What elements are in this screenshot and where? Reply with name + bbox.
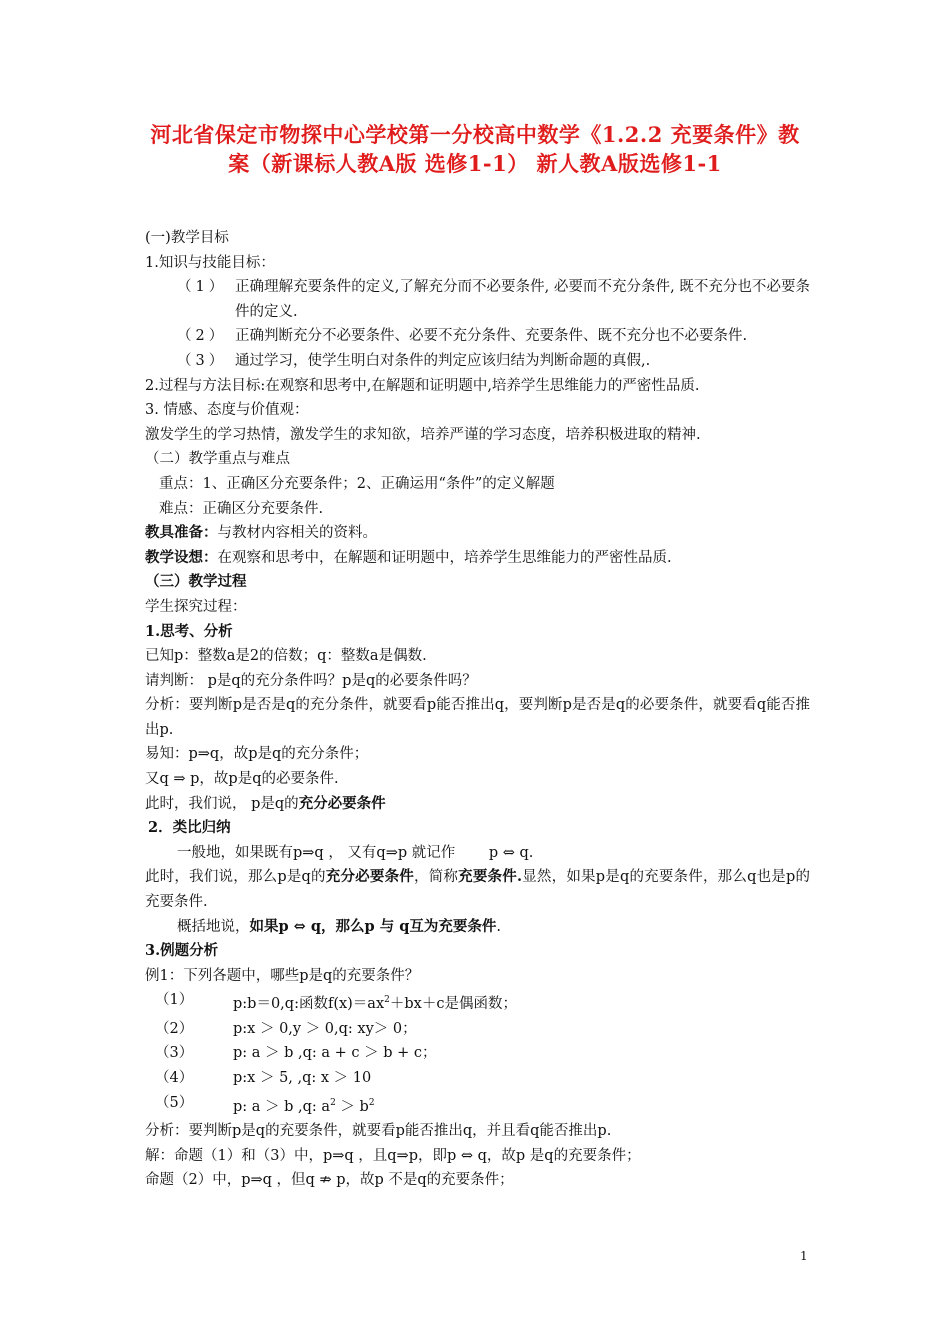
objective-text: 正确理解充要条件的定义,了解充分而不必要条件, 必要而不充分条件, 既不充分也不必要条件的定义. xyxy=(235,279,810,320)
objective-item-2 xyxy=(145,324,810,349)
superscript: 2 xyxy=(330,1097,336,1108)
heading-examples: 3.例题分析 xyxy=(145,942,219,960)
example-item xyxy=(145,1041,810,1066)
example-item xyxy=(145,988,810,1016)
example-item xyxy=(145,1017,810,1042)
teaching-idea-label: 教学设想： xyxy=(145,548,218,566)
summary-end: . xyxy=(496,918,502,935)
definition-bold-2: 充要条件. xyxy=(458,868,523,886)
example-list xyxy=(145,988,810,1119)
summary-line xyxy=(145,915,810,940)
section-teaching-process: （三）教学过程 xyxy=(145,573,247,591)
objective-number: （1） xyxy=(177,279,228,296)
difficult-point: 难点：正确区分充要条件. xyxy=(159,500,324,517)
teaching-idea-text: 在观察和思考中，在解题和证明题中，培养学生思维能力的严密性品质. xyxy=(217,549,672,566)
student-process: 学生探究过程： xyxy=(145,598,247,615)
example-text xyxy=(233,1091,375,1119)
objective-text: 通过学习，使学生明白对条件的判定应该归结为判断命题的真假,. xyxy=(235,352,651,369)
example-text xyxy=(233,1041,437,1066)
example-1-prompt: 例1：下列各题中，哪些p是q的充要条件？ xyxy=(145,967,420,984)
also-statement: 又q ⇒ p，故p是q的必要条件. xyxy=(145,771,339,788)
example-text-part: p:x ＞ 5, ,q: x ＞ 10 xyxy=(233,1070,372,1087)
example-text-part: p: a ＞ b ,q: a + c ＞ b + c； xyxy=(233,1045,437,1062)
heading-think-analyze: 1.思考、分析 xyxy=(145,622,233,640)
conclusion-bold: 充分必要条件 xyxy=(298,794,386,812)
teaching-idea xyxy=(145,546,810,571)
heading-analogy: 2．类比归纳 xyxy=(148,819,231,837)
example-text-part: p: a ＞ b ,q: a xyxy=(233,1098,331,1115)
definition-text-2: ，简称 xyxy=(414,869,459,886)
example-number: （2） xyxy=(155,1020,194,1037)
example-text xyxy=(233,1066,371,1091)
easy-know: 易知：p⇒q，故p是q的充分条件； xyxy=(145,746,369,763)
goal-emotion-heading: 3. 情感、态度与价值观： xyxy=(145,402,309,419)
example-text-part: p:b＝0,q:函数f(x)＝ax xyxy=(233,996,385,1013)
proposition-2-line: 命题（2）中，p⇒q ，但q ⇏ p，故p 不是q的充要条件； xyxy=(145,1172,514,1189)
section-key-points: （二）教学重点与难点 xyxy=(145,451,290,468)
summary-text: 概括地说， xyxy=(177,918,250,935)
document-body xyxy=(145,226,810,1193)
definition-paragraph xyxy=(145,865,810,914)
example-text-part: p:x ＞ 0,y ＞ 0,q: xy＞ 0； xyxy=(233,1020,417,1037)
conclusion-line xyxy=(145,792,810,817)
known-statement: 已知p：整数a是2的倍数；q：整数a是偶数. xyxy=(145,648,427,665)
analysis-paragraph: 分析：要判断p是否是q的充分条件，就要看p能否推出q，要判断p是否是q的必要条件，就要看q能否推出p. xyxy=(145,697,810,738)
example-text xyxy=(233,988,517,1016)
section-teaching-goals: (一)教学目标 xyxy=(145,230,229,246)
title-line-1: 河北省保定市物探中心学校第一分校高中数学《1.2.2 充要条件》教 xyxy=(150,122,800,147)
general-statement: 一般地，如果既有p⇒q ， 又有q⇒p 就记作 p ⇔ q. xyxy=(177,844,534,861)
objective-text: 正确判断充分不必要条件、必要不充分条件、充要条件、既不充分也不必要条件. xyxy=(235,328,748,345)
analysis-2: 分析：要判断p是q的充要条件，就要看p能否推出q，并且看q能否推出p. xyxy=(145,1123,612,1140)
goal-emotion-text: 激发学生的学习热情，激发学生的求知欲，培养严谨的学习态度，培养积极进取的精神. xyxy=(145,426,701,443)
example-number: （3） xyxy=(155,1045,194,1062)
conclusion-text: 此时，我们说， p是q的 xyxy=(145,795,299,812)
objective-item-3 xyxy=(145,349,810,374)
definition-bold-1: 充分必要条件 xyxy=(325,868,415,886)
superscript: 2 xyxy=(384,995,390,1006)
teaching-tools-text: 与教材内容相关的资料。 xyxy=(217,525,377,542)
superscript: 2 xyxy=(368,1097,375,1108)
example-number: （5） xyxy=(155,1094,194,1111)
example-text-part: ＋bx＋c是偶函数； xyxy=(389,996,517,1013)
example-number: （1） xyxy=(155,992,194,1009)
title-line-2: 案（新课标人教A版 选修1-1） 新人教A版选修1-1 xyxy=(228,151,722,176)
definition-text-3: 显然，如果p是q的充要条件，那么q也是p的充要条件. xyxy=(145,869,810,911)
page-number: 1 xyxy=(800,1249,808,1263)
objective-item-1 xyxy=(145,275,810,324)
example-text xyxy=(233,1017,417,1042)
definition-text-1: 此时，我们说，那么p是q的 xyxy=(145,869,326,886)
teaching-tools xyxy=(145,521,810,546)
goal-process-method: 2.过程与方法目标:在观察和思考中,在解题和证明题中,培养学生思维能力的严密性品质. xyxy=(145,377,700,394)
goal-knowledge-heading: 1.知识与技能目标： xyxy=(145,254,275,271)
judge-question: 请判断： p是q的充分条件吗？p是q的必要条件吗？ xyxy=(145,672,477,689)
example-item xyxy=(145,1066,810,1091)
objective-number: （3） xyxy=(177,352,228,369)
key-point: 重点：1、正确区分充要条件；2、正确运用“条件”的定义解题 xyxy=(159,475,555,492)
example-text-part: ＞ b xyxy=(335,1098,369,1115)
solution-line: 解：命题（1）和（3）中，p⇒q ，且q⇒p，即p ⇔ q，故p 是q的充要条件； xyxy=(145,1147,641,1164)
example-item xyxy=(145,1091,810,1119)
example-number: （4） xyxy=(155,1070,194,1087)
summary-bold: 如果p ⇔ q，那么p 与 q互为充要条件 xyxy=(249,917,497,935)
objective-number: （2） xyxy=(177,328,228,345)
teaching-tools-label: 教具准备： xyxy=(145,524,218,542)
document-title xyxy=(120,120,830,178)
